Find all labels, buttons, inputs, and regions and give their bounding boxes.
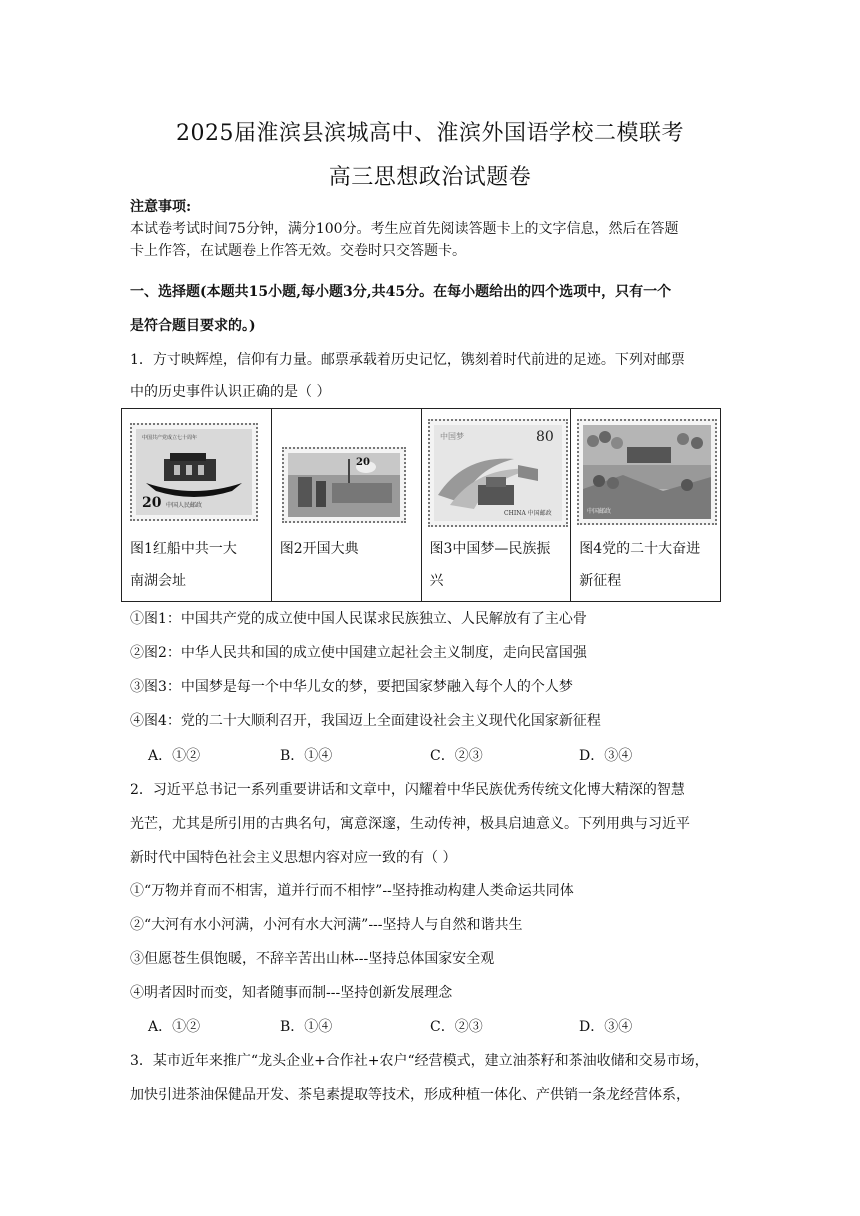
stamp-caption-4: [579, 533, 714, 597]
stamp3-brand: 中国梦: [439, 432, 464, 441]
stamp3-postal: CHINA 中国邮政: [503, 510, 552, 517]
q2-item-4: ④明者因时而变，知者随事而制---坚持创新发展理念: [130, 985, 453, 1001]
notice-heading: 注意事项:: [130, 199, 192, 215]
twentieth-congress-stamp-image: [577, 419, 717, 525]
notice-line-2: 卡上作答，在试题卷上作答无效。交卷时只交答题卡。: [130, 243, 466, 259]
option-d: D．③④: [579, 748, 633, 764]
q1-item-4: ④图4：党的二十大顺利召开，我国迈上全面建设社会主义现代化国家新征程: [130, 713, 601, 729]
stamp-cell-4: [571, 409, 721, 602]
red-boat-icon: [136, 429, 252, 515]
china-dream-stamp-image: [428, 419, 568, 527]
exam-title: 2025届淮滨县滨城高中、淮滨外国语学校二模联考: [176, 121, 684, 146]
red-boat-stamp-image: [130, 423, 258, 521]
q1-item-3: ③图3：中国梦是每一个中华儿女的梦，要把国家梦融入每个人的个人梦: [130, 679, 573, 695]
q3-stem-cont: 加快引进茶油保健品开发、茶皂素提取等技术，形成种植一体化、产供销一条龙经营体系，: [130, 1087, 690, 1103]
caption-line: 新征程: [579, 573, 622, 589]
founding-ceremony-icon: [288, 453, 400, 517]
stamp-caption-1: [130, 533, 265, 597]
stamp1-banner: 中国共产党成立七十周年: [142, 435, 198, 441]
caption-line: 兴: [429, 573, 444, 589]
stamp-cell-3: [421, 409, 571, 602]
option-d: D．③④: [579, 1019, 633, 1035]
q1-stem-cont: 中的历史事件认识正确的是（ ）: [130, 384, 331, 400]
option-a: A．①②: [148, 1019, 201, 1035]
stamp-table: [121, 408, 721, 602]
stamp-caption-3: [430, 533, 565, 597]
caption-line: 图2开国大典: [279, 541, 359, 557]
exam-subtitle: 高三思想政治试题卷: [328, 165, 532, 190]
section-heading: 一、选择题(本题共15小题,每小题3分,共45分。在每小题给出的四个选项中，只有一个: [130, 284, 672, 300]
option-b: B．①④: [280, 748, 333, 764]
caption-line: 图1红船中共一大: [130, 541, 237, 557]
twentieth-congress-icon: [583, 425, 711, 519]
stamp3-denomination: 80: [535, 429, 554, 445]
stamp-cell-1: [122, 409, 272, 602]
option-c: C．②③: [430, 748, 483, 764]
stamp-caption-2: [280, 533, 415, 565]
q3-stem: 3．某市近年来推广“龙头企业+合作社+农户“经营模式，建立油茶籽和茶油收储和交易市场，: [130, 1053, 709, 1069]
q1-item-1: ①图1：中国共产党的成立使中国人民谋求民族独立、人民解放有了主心骨: [130, 611, 587, 627]
q2-stem-cont: 新时代中国特色社会主义思想内容对应一致的有（ ）: [130, 850, 457, 866]
q2-item-2: ②“大河有水小河满，小河有水大河满”---坚持人与自然和谐共生: [130, 917, 523, 933]
q2-item-3: ③但愿苍生俱饱暖，不辞辛苦出山林---坚持总体国家安全观: [130, 951, 495, 967]
caption-line: 南湖会址: [130, 573, 186, 589]
q2-stem-cont: 光芒，尤其是所引用的古典名句，寓意深邃，生动传神，极具启迪意义。下列用典与习近平: [130, 816, 690, 832]
stamp2-denomination: 20: [355, 457, 370, 468]
founding-ceremony-stamp-image: [282, 447, 406, 523]
china-dream-icon: [434, 425, 562, 521]
stamp1-denomination: 20: [142, 495, 162, 511]
q1-stem: 1．方寸映辉煌，信仰有力量。邮票承载着历史记忆，镌刻着时代前进的足迹。下列对邮票: [130, 352, 685, 368]
section-heading-cont: 是符合题目要求的。): [130, 318, 256, 334]
q1-item-2: ②图2：中华人民共和国的成立使中国建立起社会主义制度，走向民富国强: [130, 645, 587, 661]
q2-stem: 2．习近平总书记一系列重要讲话和文章中，闪耀着中华民族优秀传统文化博大精深的智慧: [130, 782, 685, 798]
stamp4-postal: 中国邮政: [587, 508, 612, 515]
q2-item-1: ①“万物并育而不相害，道并行而不相悖”--坚持推动构建人类命运共同体: [130, 883, 574, 899]
option-a: A．①②: [148, 748, 201, 764]
option-c: C．②③: [430, 1019, 483, 1035]
stamp-cell-2: [271, 409, 421, 602]
notice-line-1: 本试卷考试时间75分钟，满分100分。考生应首先阅读答题卡上的文字信息，然后在答题: [130, 221, 679, 237]
caption-line: 图4党的二十大奋进: [579, 541, 701, 557]
option-b: B．①④: [280, 1019, 333, 1035]
caption-line: 图3中国梦—民族振: [429, 541, 551, 557]
stamp1-postal: 中国人民邮政: [166, 502, 203, 509]
